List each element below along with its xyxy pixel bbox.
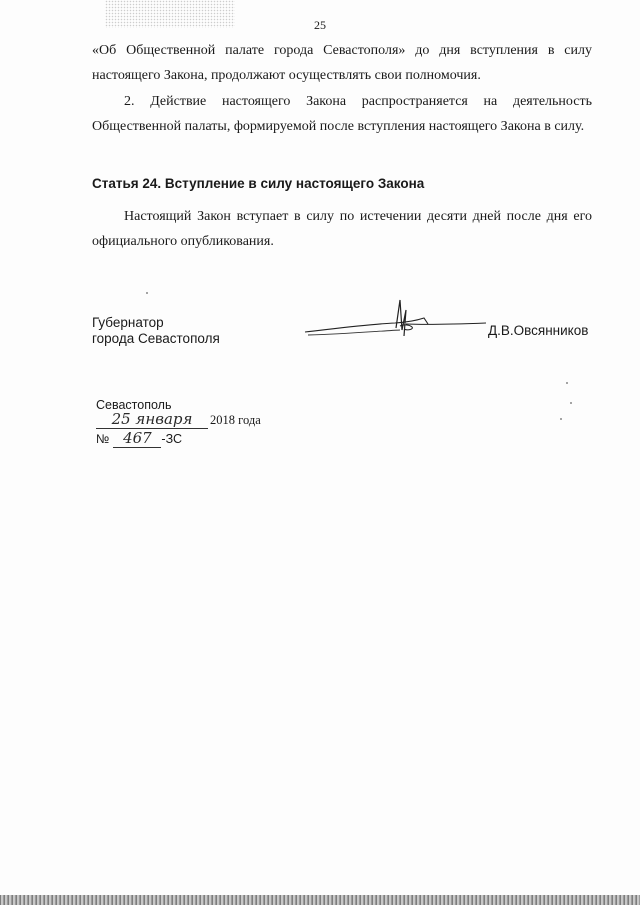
paragraph-1: «Об Общественной палате города Севастополя» до дня вступления в силу настоящего Закона, продолжают осуществлять свои полномочия. xyxy=(92,43,592,83)
scan-edge-strip xyxy=(0,895,640,905)
number-suffix: -ЗС xyxy=(161,432,183,446)
date-handwritten: 25 января xyxy=(96,410,208,429)
article-24-heading: Статья 24. Вступление в силу настоящего Закона xyxy=(92,176,425,191)
date-line xyxy=(96,410,261,429)
law-number-line xyxy=(96,429,182,448)
signatory-title-line-1: Губернатор xyxy=(92,315,164,330)
page-number: 25 xyxy=(314,18,326,32)
number-handwritten: 467 xyxy=(113,429,161,448)
paragraph-3: Настоящий Закон вступает в силу по истечении десяти дней после дня его официального опубликования. xyxy=(92,209,592,249)
signatory-name: Д.В.Овсянников xyxy=(488,323,589,338)
scan-speck xyxy=(570,402,572,404)
paragraph-2: 2. Действие настоящего Закона распространяется на деятельность Общественной палаты, формируемой после вступления настоящего Закона в силу. xyxy=(92,94,592,134)
place-city: Севастополь xyxy=(96,398,172,412)
scan-speck xyxy=(566,382,568,384)
handwritten-signature xyxy=(300,290,490,350)
scan-speck xyxy=(146,292,148,294)
number-prefix: № xyxy=(96,432,110,446)
scan-speck xyxy=(560,418,562,420)
signatory-title xyxy=(92,315,220,347)
date-year: 2018 года xyxy=(210,413,261,427)
signatory-title-line-2: города Севастополя xyxy=(92,331,220,346)
